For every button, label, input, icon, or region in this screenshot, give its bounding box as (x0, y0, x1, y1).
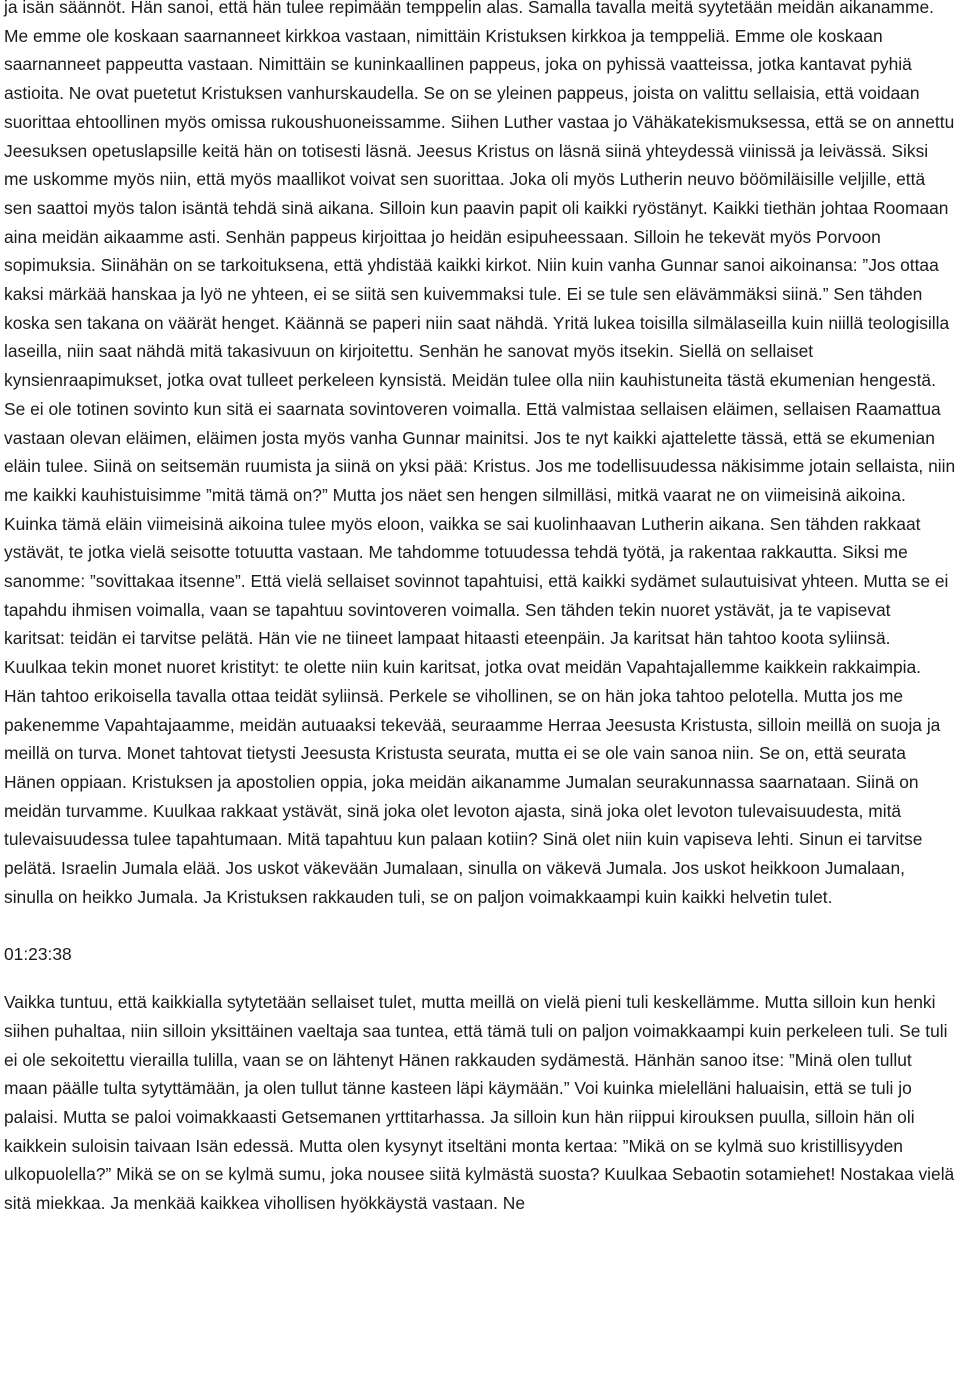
document-page (4, 0, 956, 1218)
paragraph-sermon-part-1: ja isän säännöt. Hän sanoi, että hän tulee repimään temppelin alas. Samalla tavalla meitä syytetään meidän aikanamme. Me emme ole koskaan saarnanneet kirkkoa vastaan, nimittäin Kristuksen kirkkoa ja temppeliä. Emme ole koskaan saarnanneet pappeutta vastaan. Nimittäin se kuninkaallinen pappeus, joka on pyhissä vaatteissa, jotka kantavat pyhiä astioita. Ne ovat puetetut Kristuksen vanhurskaudella. Se on se yleinen pappeus, joista on valittu sellaisia, että voidaan suorittaa ehtoollinen myös omissa rukoushuoneissamme. Siihen Luther vastaa jo Vähäkatekismuksessa, että se on annettu Jeesuksen opetuslapsille keitä hän on totisesti läsnä. Jeesus Kristus on läsnä siinä yhteydessä viinissä ja leivässä. Siksi me uskomme myös niin, että myös maallikot voivat sen suorittaa. Joka oli myös Lutherin neuvo böömiläisille veljille, että sen saattoi myös talon isäntä tehdä sinä aikana. Silloin kun paavin papit oli kaikki ryöstänyt. Kaikki tiethän johtaa Roomaan aina meidän aikaamme asti. Senhän pappeus kirjoittaa jo heidän esipuheessaan. Silloin he tekevät myös Porvoon sopimuksia. Siinähän on se tarkoituksena, että yhdistää kaikki kirkot. Niin kuin vanha Gunnar sanoi aikoinansa: ”Jos ottaa kaksi märkää hanskaa ja lyö ne yhteen, ei se siitä sen kuivemmaksi tule. Ei se tule sen elävämmäksi siinä.” Sen tähden koska sen takana on väärät henget. Käännä se paperi niin saat nähdä. Yritä lukea toisilla silmälaseilla kuin niillä teologisilla laseilla, niin saat nähdä mitä takasivuun on kirjoitettu. Senhän he sanovat myös itsekin. Siellä on sellaiset kynsienraapimukset, jotka ovat tulleet perkeleen kynsistä. Meidän tulee olla niin kauhistuneita tästä ekumenian hengestä. Se ei ole totinen sovinto kun sitä ei saarnata sovintoveren voimalla. Että valmistaa sellaisen eläimen, sellaisen Raamattua vastaan olevan eläimen, eläimen josta myös vanha Gunnar mainitsi. Jos te nyt kaikki ajattelette tässä, että se ekumenian eläin tulee. Siinä on seitsemän ruumista ja siinä on yksi pää: Kristus. Jos me todellisuudessa näkisimme jotain sellaista, niin me kaikki kauhistuisimme ”mitä tämä on?” Mutta jos näet sen hengen silmilläsi, mitkä vaarat ne on viimeisinä aikoina. Kuinka tämä eläin viimeisinä aikoina tulee myös eloon, vaikka se sai kuolinhaavan Lutherin aikana. Sen tähden rakkaat ystävät, te jotka vielä seisotte totuutta vastaan. Me tahdomme totuudessa tehdä työtä, ja rakentaa rakkautta. Siksi me sanomme: ”sovittakaa itsenne”. Että vielä sellaiset sovinnot tapahtuisi, että kaikki sydämet sulautuisivat yhteen. Mutta se ei tapahdu ihmisen voimalla, vaan se tapahtuu sovintoveren voimalla. Sen tähden tekin nuoret ystävät, ja te vapisevat karitsat: teidän ei tarvitse pelätä. Hän vie ne tiineet lampaat hitaasti eteenpäin. Ja karitsat hän tahtoo koota syliinsä. Kuulkaa tekin monet nuoret kristityt: te olette niin kuin karitsat, jotka ovat meidän Vapahtajallemme kaikkein rakkaimpia. Hän tahtoo erikoisella tavalla ottaa teidät syliinsä. Perkele se vihollinen, se on hän joka tahtoo pelotella. Mutta jos me pakenemme Vapahtajaamme, meidän autuaaksi tekevää, seuraamme Herraa Jeesusta Kristusta, silloin meillä on suoja ja meillä on turva. Monet tahtovat tietysti Jeesusta Kristusta seurata, mutta ei se ole vain sanoa niin. Se on, että seurata Hänen oppiaan. Kristuksen ja apostolien oppia, joka meidän aikanamme Jumalan seurakunnassa saarnataan. Siinä on meidän turvamme. Kuulkaa rakkaat ystävät, sinä joka olet levoton ajasta, sinä joka olet levoton tulevaisuudesta, mitä tulevaisuudessa tulee tapahtumaan. Mitä tapahtuu kun palaan kotiin? Sinä olet niin kuin vapiseva lehti. Sinun ei tarvitse pelätä. Israelin Jumala elää. Jos uskot väkevään Jumalaan, sinulla on väkevä Jumala. Jos uskot heikkoon Jumalaan, sinulla on heikko Jumala. Ja Kristuksen rakkauden tuli, se on paljon voimakkaampi kuin kaikki helvetin tulet. (4, 0, 956, 907)
timestamp: 01:23:38 (4, 943, 72, 964)
paragraph-sermon-part-2: Vaikka tuntuu, että kaikkialla sytytetään sellaiset tulet, mutta meillä on vielä pieni tuli keskellämme. Mutta silloin kun henki siihen puhaltaa, niin silloin yksittäinen vaeltaja saa tuntea, että tämä tuli on paljon voimakkaampi kuin perkeleen tuli. Se tuli ei ole sekoitettu vierailla tulilla, vaan se on lähtenyt Hänen rakkauden sydämestä. Hänhän sanoo itse: ”Minä olen tullut maan päälle tulta sytyttämään, ja olen tullut tänne kasteen läpi käymään.” Voi kuinka mielelläni haluaisin, että se tuli jo palaisi. Mutta se paloi voimakkaasti Getsemanen yrttitarhassa. Ja silloin kun hän riippui kirouksen puulla, silloin hän oli kaikkein suloisin taivaan Isän edessä. Mutta olen kysynyt itseltäni monta kertaa: ”Mikä on se kylmä suo kristillisyyden ulkopuolella?” Mikä se on se kylmä sumu, joka nousee siitä kylmästä suosta? Kuulkaa Sebaotin sotamiehet! Nostakaa vielä sitä miekkaa. Ja menkää kaikkea vihollisen hyökkäystä vastaan. Ne (4, 992, 955, 1214)
